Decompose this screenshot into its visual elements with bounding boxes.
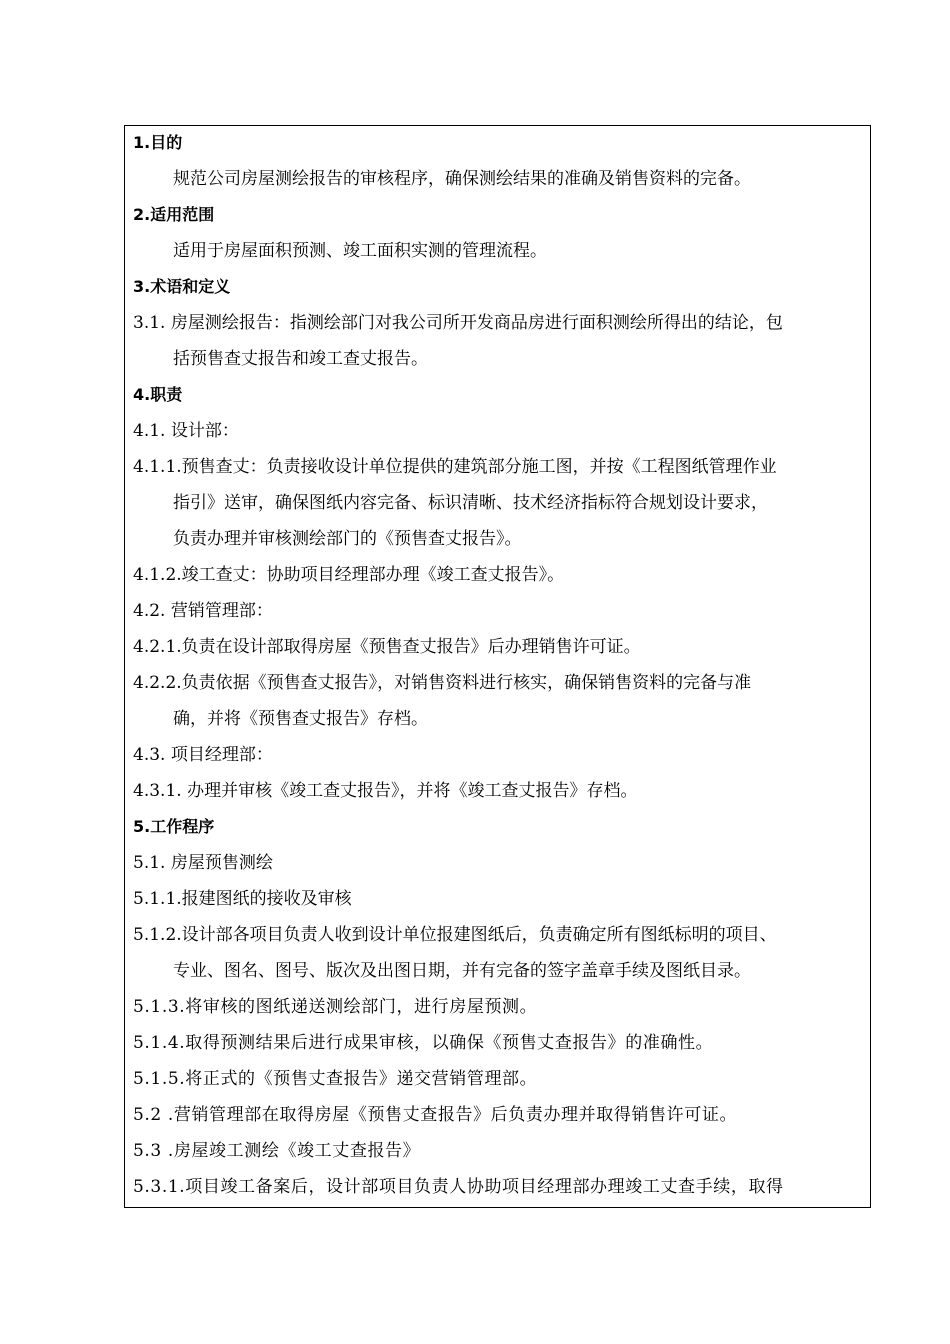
paragraph: 5.1.2.设计部各项目负责人收到设计单位报建图纸后，负责确定所有图纸标明的项目、 (133, 925, 777, 945)
paragraph: 4.2.1.负责在设计部取得房屋《预售查丈报告》后办理销售许可证。 (133, 637, 641, 657)
paragraph: 4.3. 项目经理部： (133, 745, 273, 765)
section-heading-duties: 4.职责 (133, 385, 183, 404)
paragraph: 适用于房屋面积预测、竣工面积实测的管理流程。 (173, 241, 547, 261)
paragraph: 5.1.1.报建图纸的接收及审核 (133, 889, 352, 909)
paragraph: 4.1.2.竣工查丈：协助项目经理部办理《竣工查丈报告》。 (133, 565, 565, 585)
paragraph-continuation: 负责办理并审核测绘部门的《预售查丈报告》。 (173, 529, 522, 549)
paragraph: 4.2. 营销管理部： (133, 601, 273, 621)
paragraph: 5.2 .营销管理部在取得房屋《预售丈查报告》后负责办理并取得销售许可证。 (133, 1105, 738, 1125)
paragraph: 5.1. 房屋预售测绘 (133, 853, 273, 873)
paragraph-continuation: 括预售查丈报告和竣工查丈报告。 (173, 349, 428, 369)
paragraph: 5.1.5.将正式的《预售丈查报告》递交营销管理部。 (133, 1069, 538, 1089)
paragraph: 5.3.1.项目竣工备案后，设计部项目负责人协助项目经理部办理竣工丈查手续，取得 (133, 1177, 784, 1197)
document-table-cell (124, 125, 871, 1208)
paragraph: 5.1.4.取得预测结果后进行成果审核，以确保《预售丈查报告》的准确性。 (133, 1033, 714, 1053)
paragraph: 5.1.3.将审核的图纸递送测绘部门，进行房屋预测。 (133, 997, 538, 1017)
paragraph: 4.1. 设计部： (133, 421, 239, 441)
paragraph-continuation: 专业、图名、图号、版次及出图日期，并有完备的签字盖章手续及图纸目录。 (173, 961, 751, 981)
paragraph: 4.1.1.预售查丈：负责接收设计单位提供的建筑部分施工图，并按《工程图纸管理作业 (133, 457, 777, 477)
paragraph: 规范公司房屋测绘报告的审核程序，确保测绘结果的准确及销售资料的完备。 (173, 169, 751, 189)
paragraph: 4.3.1. 办理并审核《竣工查丈报告》，并将《竣工查丈报告》存档。 (133, 781, 638, 801)
section-heading-procedure: 5.工作程序 (133, 817, 215, 836)
paragraph: 4.2.2.负责依据《预售查丈报告》，对销售资料进行核实，确保销售资料的完备与准 (133, 673, 752, 693)
section-heading-terms: 3.术语和定义 (133, 277, 231, 296)
paragraph: 3.1. 房屋测绘报告：指测绘部门对我公司所开发商品房进行面积测绘所得出的结论，包 (133, 313, 783, 333)
paragraph: 5.3 .房屋竣工测绘《竣工丈查报告》 (133, 1141, 421, 1161)
paragraph-continuation: 指引》送审，确保图纸内容完备、标识清晰、技术经济指标符合规划设计要求， (173, 493, 768, 513)
paragraph-continuation: 确，并将《预售查丈报告》存档。 (173, 709, 428, 729)
section-heading-scope: 2.适用范围 (133, 205, 215, 224)
section-heading-purpose: 1.目的 (133, 133, 183, 152)
